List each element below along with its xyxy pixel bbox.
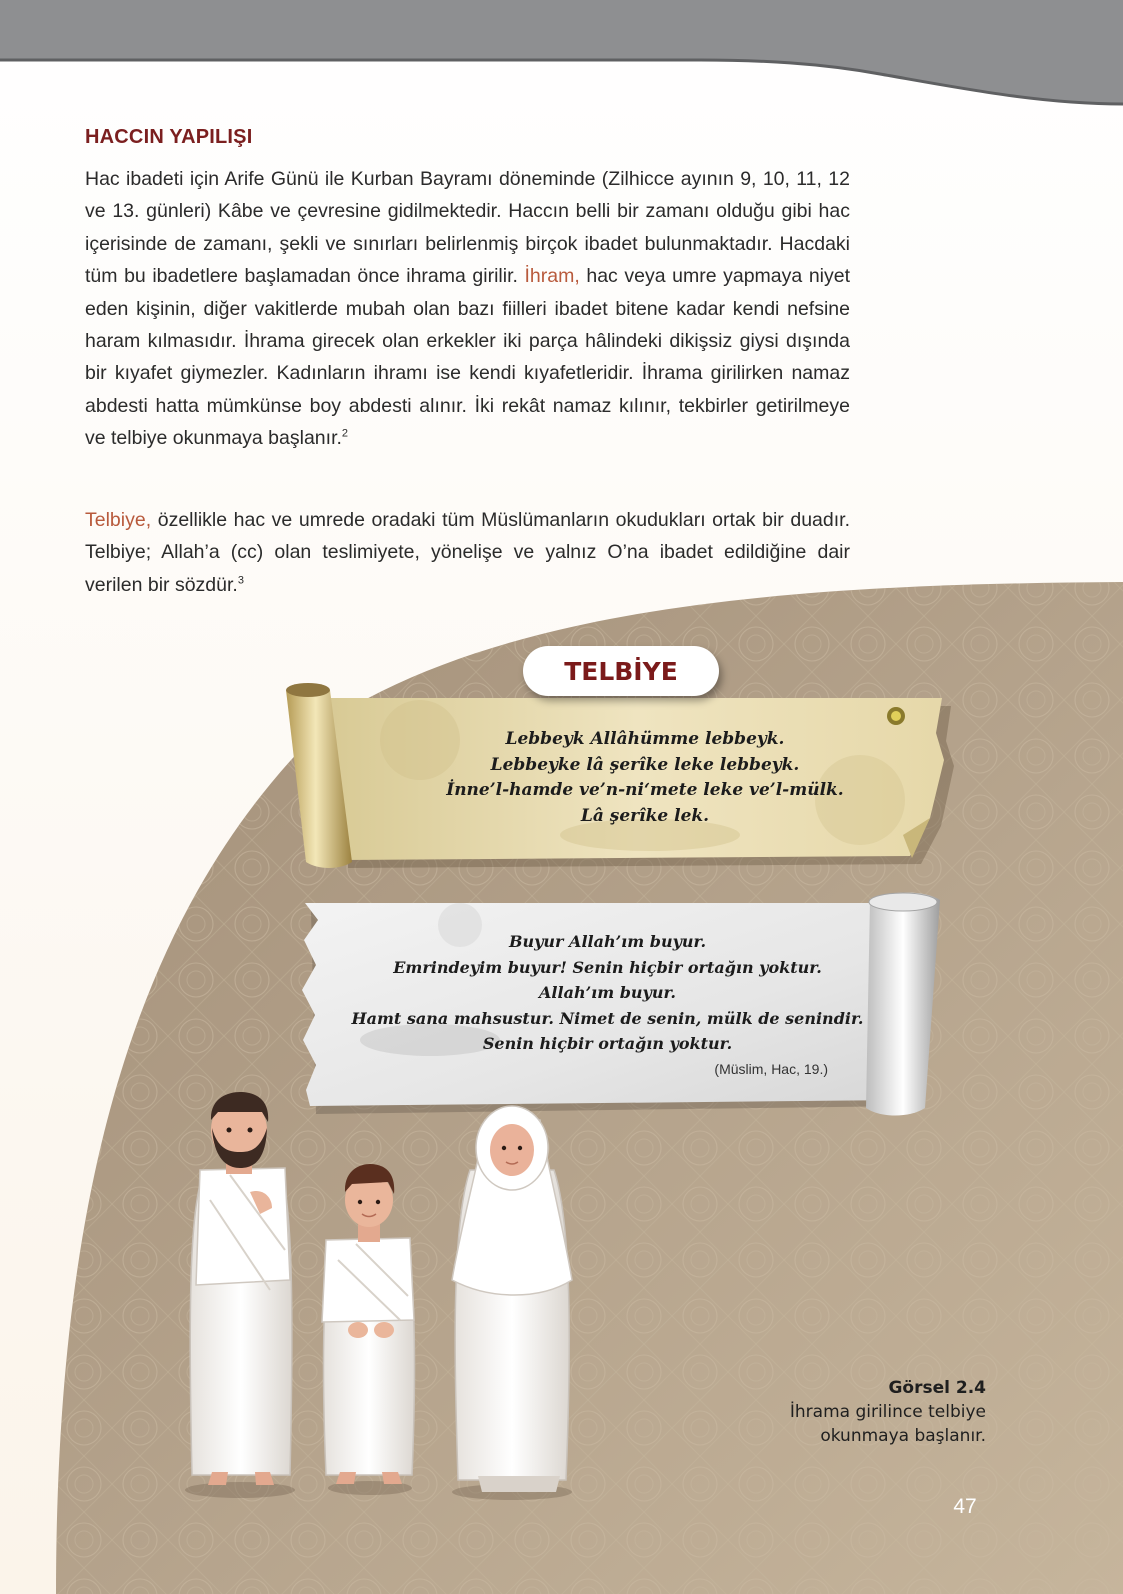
- section-title: HACCIN YAPILIŞI: [85, 126, 253, 148]
- scroll-line: İnne’l-hamde ve’n-ni‘mete leke ve’l-mülk.: [446, 780, 844, 800]
- caption-text: okunmaya başlanır.: [820, 1426, 986, 1446]
- man-figure: [190, 1092, 292, 1485]
- scroll-line: Senin hiçbir ortağın yoktur.: [482, 1034, 733, 1053]
- footnote-marker: 3: [237, 574, 244, 587]
- hadith-source: (Müslim, Hac, 19.): [714, 1061, 828, 1077]
- woman-figure: [452, 1106, 572, 1492]
- boy-figure: [322, 1164, 414, 1484]
- scroll-line: Hamt sana mahsustur. Nimet de senin, mülk de senindir.: [351, 1008, 864, 1028]
- paragraph-text: özellikle hac ve umrede oradaki tüm Müslümanların okudukları ortak bir duadır. Telbiye; Allah’a (cc) olan teslimiyete, yönelişe ve yalnız O’na ibadet edildiğine dair verilen bir sözdür.: [85, 509, 851, 596]
- scroll-line: Lâ şerîke lek.: [580, 805, 710, 826]
- footnote-marker: 2: [341, 427, 349, 440]
- scroll-line: Allah’ım buyur.: [539, 983, 676, 1002]
- caption-text: İhrama girilince telbiye: [789, 1402, 986, 1422]
- scroll-line: Lebbeyk Allâhümme lebbeyk.: [505, 729, 785, 749]
- scroll-line: Emrindeyim buyur! Senin hiçbir ortağın yoktur.: [393, 957, 822, 977]
- caption-title: Görsel 2.4: [888, 1378, 986, 1398]
- figure-caption: [720, 1376, 986, 1448]
- term-ihram: İhram,: [524, 265, 580, 288]
- term-telbiye: Telbiye,: [85, 509, 152, 531]
- page-number: 47: [953, 1495, 977, 1518]
- telbiye-badge-label: TELBİYE: [564, 656, 678, 686]
- scroll-line: Lebbeyke lâ şerîke leke lebbeyk.: [490, 754, 800, 775]
- paragraph-text: hac veya umre yapmaya niyet eden kişinin, diğer vakitlerde mubah olan bazı fiilleri ibadet bitene kadar kendi nefsine haram kılmasıdır. İhrama girecek olan erkekler iki parça hâlindeki dikişsiz giysi dışında bir kıyafet giymezler. Kadınların ihramı ise kendi kıyafetleridir. İhrama girilirken namaz abdesti hatta mümkünse boy abdesti alınır. İki rekât namaz kılınır, tekbirler getirilmeye ve telbiye okunmaya başlanır.: [85, 265, 851, 450]
- scroll-line: Buyur Allah’ım buyur.: [508, 932, 707, 951]
- paragraph-text: Hac ibadeti için Arife Günü ile Kurban Bayramı döneminde (Zilhicce ayının 9, 10, 11, 12 ve 13. günleri) Kâbe ve çevresine gidilmektedir. Haccın belli bir zamanı olduğu gibi hac içerisinde de zamanı, şekli ve sınırları belirlenmiş birçok ibadet bulunmaktadır. Hacdaki tüm bu ibadetlere başlamadan önce ihrama girilir.: [85, 168, 850, 288]
